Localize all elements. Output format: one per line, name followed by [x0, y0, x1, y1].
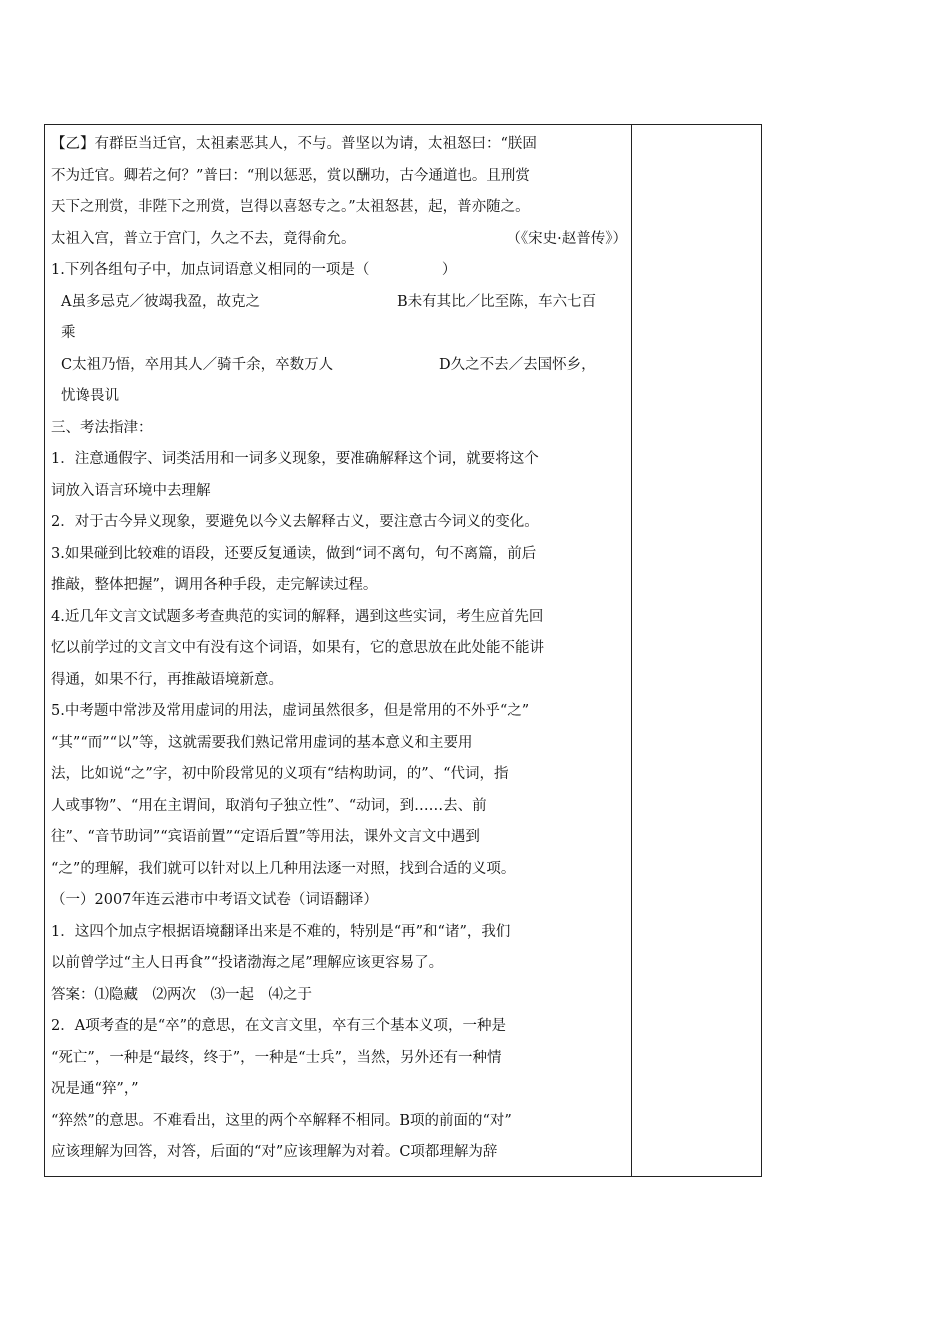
- option-c: C太祖乃悟，卒用其人／骑千余，卒数万人: [61, 356, 334, 373]
- analysis-line: 2．A项考查的是“卒”的意思，在文言文里，卒有三个基本义项，一种是: [51, 1018, 507, 1034]
- passage-source: （《宋史·赵普传》）: [506, 230, 627, 247]
- analysis-line: “死亡”，一种是“最终，终于”，一种是“士兵”，当然，另外还有一种情: [51, 1049, 502, 1066]
- guide-line: 推敲，整体把握”，调用各种手段，走完解读过程。: [51, 577, 378, 593]
- answer-line: 答案：⑴隐藏 ⑵两次 ⑶一起 ⑷之于: [51, 986, 312, 1003]
- option-row: [51, 350, 627, 382]
- guide-line: 得通，如果不行，再推敲语境新意。: [51, 671, 283, 688]
- guide-line: “其”“而”“以”等，这就需要我们熟记常用虚词的基本意义和主要用: [51, 734, 473, 751]
- guide-line: 4.近几年文言文试题多考查典范的实词的解释，遇到这些实词，考生应首先回: [51, 608, 544, 625]
- analysis-heading: （一）2007年连云港市中考语文试卷（词语翻译）: [51, 892, 378, 908]
- passage-line: [51, 224, 627, 256]
- section-heading: 三、考法指津：: [51, 419, 153, 436]
- passage-line: 【乙】有群臣当迁官，太祖素恶其人，不与。普坚以为请，太祖怒曰：“朕固: [51, 136, 537, 152]
- column-divider: [631, 125, 632, 1176]
- analysis-line: 1．这四个加点字根据语境翻译出来是不难的，特别是“再”和“诸”，我们: [51, 923, 511, 940]
- main-text-cell: [51, 129, 627, 1169]
- guide-line: 2．对于古今异义现象，要避免以今义去解释古义，要注意古今词义的变化。: [51, 514, 539, 530]
- option-b-continued: 乘: [61, 325, 76, 341]
- passage-line: 不为迁官。卿若之何？”普曰：“刑以惩恶，赏以酬功，古今通道也。且刑赏: [51, 167, 530, 184]
- analysis-line: 以前曾学过“主人日再食”“投诸渤海之尾”理解应该更容易了。: [51, 955, 444, 971]
- option-row: [51, 287, 627, 319]
- guide-line: 忆以前学过的文言文中有没有这个词语，如果有，它的意思放在此处能不能讲: [51, 640, 544, 656]
- guide-line: 1．注意通假字、词类活用和一词多义现象，要准确解释这个词，就要将这个: [51, 451, 539, 467]
- guide-line: 5.中考题中常涉及常用虚词的用法，虚词虽然很多，但是常用的不外乎“之”: [51, 703, 530, 719]
- guide-line: 人或事物”、“用在主谓间，取消句子独立性”、“动词，到……去、前: [51, 797, 487, 814]
- analysis-line: 况是通“猝”，”: [51, 1081, 139, 1097]
- guide-line: 法，比如说“之”字，初中阶段常见的义项有“结构助词，的”、“代词，指: [51, 766, 509, 782]
- guide-line: 词放入语言环境中去理解: [51, 482, 211, 499]
- analysis-line: 应该理解为回答，对答，后面的“对”应该理解为对着。C项都理解为辞: [51, 1144, 498, 1160]
- guide-line: “之”的理解，我们就可以针对以上几种用法逐一对照，找到合适的义项。: [51, 860, 516, 877]
- option-d-continued: 忧谗畏讥: [61, 388, 119, 404]
- passage-text: 太祖入宫，普立于宫门，久之不去，竟得俞允。: [51, 230, 356, 247]
- guide-line: 往”、“音节助词”“宾语前置”“定语后置”等用法，课外文言文中遇到: [51, 829, 480, 845]
- guide-line: 3.如果碰到比较难的语段，还要反复通读，做到“词不离句，句不离篇，前后: [51, 545, 537, 562]
- document-table: [44, 124, 762, 1177]
- option-d: D久之不去／去国怀乡，: [439, 356, 596, 373]
- question-stem: 1.下列各组句子中，加点词语意义相同的一项是（ ）: [51, 262, 457, 278]
- option-b: B未有其比／比至陈，车六七百: [397, 293, 597, 310]
- analysis-line: “猝然”的意思。不难看出，这里的两个卒解释不相同。B项的前面的“对”: [51, 1112, 512, 1129]
- option-a: A虽多忌克／彼竭我盈，故克之: [61, 293, 260, 310]
- passage-line: 天下之刑赏，非陛下之刑赏，岂得以喜怒专之。”太祖怒甚，起，普亦随之。: [51, 199, 530, 215]
